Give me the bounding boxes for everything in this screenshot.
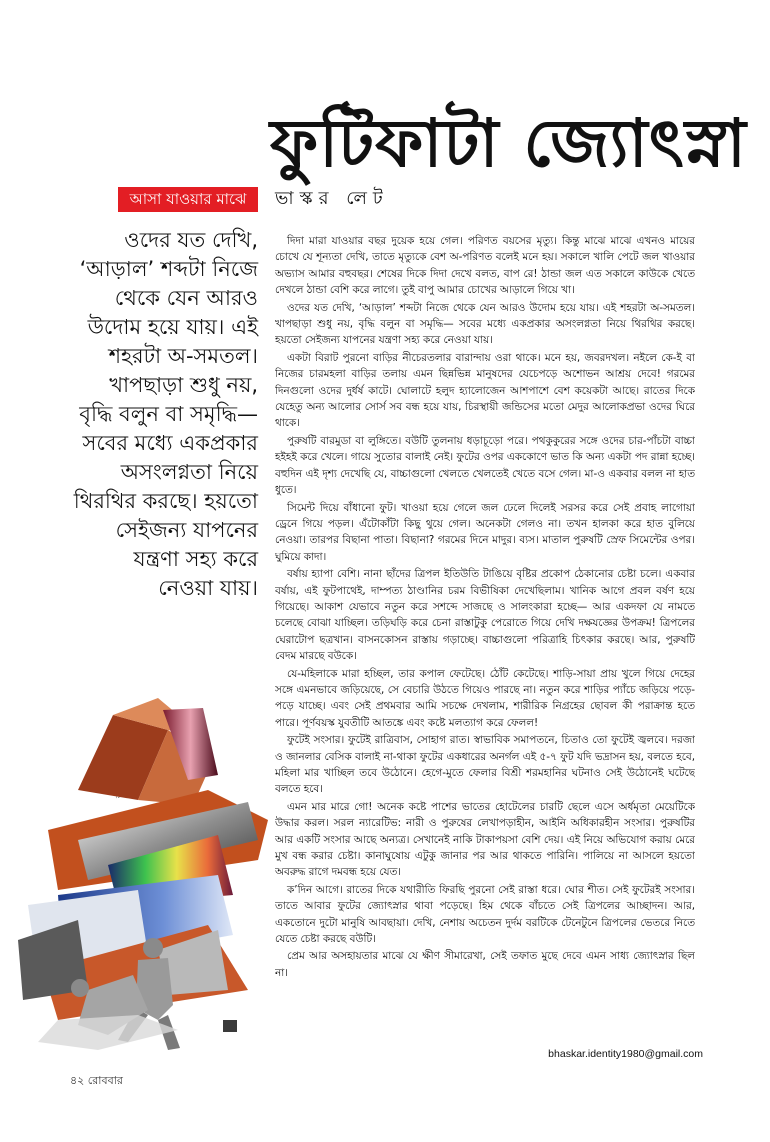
byline: ভাস্কর লেট (275, 188, 389, 209)
article-paragraph: সিমেন্ট দিয়ে বাঁধানো ফুট। খাওয়া হয়ে গেলে জল ঢেলে দিলেই সরসর করে সেই প্রবাহ লাগোয়া ড্রেনে গিয়ে পড়ল। এঁটোকাঁটা কিছু থুয়ে গেল। অনেকটা গেলও না। তখন হালকা করে হাত বুলিয়ে নেওয়া। তারপর বিছানা পাতা। বিছানা? গরমের দিনে মাদুর। ব্যস। মাতাল পুরুষটি স্রেফ সিমেন্টের ওপর। ঘুমিয়ে কাদা। (275, 501, 695, 563)
article-paragraph: একটা বিরাট পুরনো বাড়ির নীচেরতলার বারান্দায় ওরা থাকে। মনে হয়, জবরদখল। নইলে কে-ই বা নিজের চারমহলা বাড়ির তলায় এমন ছিন্নভিন্ন মানুষদের যেচেপড়ে অশোভন আশ্রয় দেবে! গরমের দিনগুলো ওদের দুর্ধর্ষ কাটে। ঘোলাটে হলুদ হ্যালোজেন আশপাশে বেশ কয়েকটা আছে। রাতের দিকে যেহেতু অন্য আলোর সোর্স সব বন্ধ হয়ে যায়, চিরস্থায়ী জন্ডিসের মতো মেদুর আলোকপ্রভা ওদের ঘিরে থাকে। (275, 351, 695, 430)
article-paragraph: বর্ষায় হ্যাপা বেশি। নানা ছাঁদের ত্রিপল ইতিউতি টাঙিয়ে বৃষ্টির প্রকোপ ঠেকানোর চেষ্টা চলে। একবার বর্ষায়, এই ফুটপাথেই, দাম্পত্য ঠাণ্ডানির চরম বিভীষিকা দেখেছিলাম। খানিক আগে প্রবল বর্ষণ হয়ে গিয়েছে। আকাশ যেভাবে নতুন করে সশব্দে সাজছে ও সালংকারা হচ্ছে— আর একদফা যে নামতে চলেছে বোঝা যাচ্ছিল। তড়িঘড়ি করে চেনা রাস্তাটুকু পেরোতে গিয়ে দেখি দক্ষযজ্ঞের উপক্রম! ত্রিপলের ঘেরাটোপ ছত্রখান। বাসনকোসন রাস্তায় গড়াচ্ছে। বাচ্চাগুলো পরিত্রাহি চিৎকার করছে। আর, পুরুষটি বেদম মারছে বউকে। (275, 568, 695, 663)
section-tag: আসা যাওয়ার মাঝে (118, 187, 258, 212)
house-roof-top (78, 698, 218, 805)
article-paragraph: ওদের যত দেখি, ‘আড়াল’ শব্দটা নিজে থেকে যেন আরও উদোম হয়ে যায়। এই শহরটা অ-সমতল। খাপছাড়া শুধু নয়, বৃদ্ধি বলুন বা সমৃদ্ধি— সবের মধ্যে একপ্রকার অসংলগ্নতা নিয়ে থিরথির করছে। হয়তো সেইজন্য যাপনের যন্ত্রণা সহ্য করে নেওয়া যায়। (275, 301, 695, 347)
article-paragraph: এমন মার মারে গো! অনেক কষ্টে পাশের ভাতের হোটেলের চারটি ছেলে এসে অর্ধমৃতা মেয়েটিকে উদ্ধার করল। সরল ন্যারেটিভ: নারী ও পুরুষের লেখাপড়াহীন, আইনি অধিকারহীন সংসার। পুরুষটির আর একটি সংসার আছে অন্যত্র। সেখানেই নাকি টাকাপয়সা বেশি দেয়। এই নিয়ে অভিযোগ করায় মেরে মুখ বন্ধ করার চেষ্টা। কানাঘুষোয় এটুকু জানার পর আর থাকতে পারিনি। পালিয়ে না আসলে হয়তো অবরুদ্ধ রাগে দমবন্ধ হয়ে যেত। (275, 800, 695, 879)
pull-quote: ওদের যত দেখি, ‘আড়াল’ শব্দটা নিজে থেকে যেন আরও উদোম হয়ে যায়। এই শহরটা অ-সমতল। খাপছাড়া শুধু নয়, বৃদ্ধি বলুন বা সমৃদ্ধি— সবের মধ্যে একপ্রকার অসংলগ্নতা নিয়ে থিরথির করছে। হয়তো সেইজন্য যাপনের যন্ত্রণা সহ্য করে নেওয়া যায়। (73, 228, 258, 600)
page-footer: ৪২ রোববার (70, 1074, 123, 1087)
article-paragraph: প্রেম আর অসহায়তার মাঝে যে ক্ষীণ সীমারেখা, সেই তফাত মুছে দেবে এমন সাধ্য জ্যোৎস্নার ছিল না। (275, 950, 695, 979)
article-paragraph: দিদা মারা যাওয়ার বছর দুয়েক হয়ে গেল। পরিণত বয়সের মৃত্যু। কিন্তু মাঝে মাঝে এখনও মায়ের চোখে যে শূন্যতা দেখি, তাতে মৃত্যুকে বেশ অ-পরিণত বলেই মনে হয়। সকালে খালি পেটে জল খাওয়ার অভ্যাস আমার বহুবছর। শেষের দিকে দিদা দেখে বলত, বাপ রে! ঠান্ডা জল এত সকালে কাউকে খেতে দেখলে ঠান্ডা বেশি করে লাগে। তুই বাপু আমার চোখের আড়ালে গিয়ে খা। (275, 235, 695, 297)
article-paragraph: যে-মহিলাকে মারা হচ্ছিল, তার কপাল ফেটেছে। ঠোঁট কেটেছে। শাড়ি-সায়া প্রায় খুলে গিয়ে দেহের সঙ্গে এমনভাবে জড়িয়েছে, সে বেচারি উঠতে গিয়েও পারছে না। নতুন করে শাড়ির প্যাঁচে জড়িয়ে পড়ে-পড়ে যাচ্ছে। এবং সেই প্রথমবার আমি সচক্ষে দেখলাম, শারীরিক নিগ্রহের ছোবল কী পরাক্রান্ত হতে পারে। পূর্ণবয়স্ক যুবতীটি আতঙ্কে এবং কষ্টে মলত্যাগ করে ফেলল! (275, 667, 695, 729)
article-paragraph: পুরুষটি বারমুডা বা লুঙ্গিতে। বউটি তুলনায় ধড়াচূড়ো পরে। পথকুকুরের সঙ্গে ওদের চার-পাঁচটা বাচ্চা হইহই করে খেলে। গায়ে সুতোর বালাই নেই। ফুটের ওপর এককোণে ভাত কি অন্য একটা পদ রান্না হচ্ছে। বহুদিন এই দৃশ্য দেখেছি যে, বাচ্চাগুলো খেলতে খেলতেই খেতে বসে গেল। মা-ও একবার বলল না হাত ধুতে। (275, 434, 695, 497)
author-email[interactable]: bhaskar.identity1980@gmail.com (548, 1048, 703, 1060)
article-body (275, 233, 695, 1068)
article-title: ফুটিফাটা জ্যোৎস্না (270, 104, 747, 182)
illustration (18, 690, 268, 1070)
article-paragraph: ফুটেই সংসার। ফুটেই রাত্রিবাস, সোহাগ রাত। স্বাভাবিক সমাপতনে, চিতাও তো ফুটেই জ্বলবে। দরজা ও জানলার বেসিক বালাই না-থাকা ফুটের একধারের অনর্গল এই ৫-৭ ফুট যদি ভদ্রাসন হয়, বলতে হবে, মহিলা মার খাচ্ছিল তবে উঠোনে। হেগে-মুতে ফেলার বিশ্রী শরমহানির ঘটনাও সেই উঠোনেই ঘটেছে বলতে হবে। (275, 734, 695, 796)
article-paragraph: ক’দিন আগে। রাতের দিকে যথারীতি ফিরছি পুরনো সেই রাস্তা ধরে। ঘোর শীত। সেই ফুটেরই সংসার। তাতে আবার ফুটের জ্যোৎস্নার থাবা পড়েছে। হিম থেকে বাঁচতে সেই ত্রিপলের আচ্ছাদন। আর, একতোনে দুটো মানুষি আবছায়া। দেখি, নেশায় অচেতন দুর্দম বরটিকে টেনেটুনে ত্রিপলের ভেতরে নিতে যেতে চেষ্টা করছে বউটি। (275, 883, 695, 946)
